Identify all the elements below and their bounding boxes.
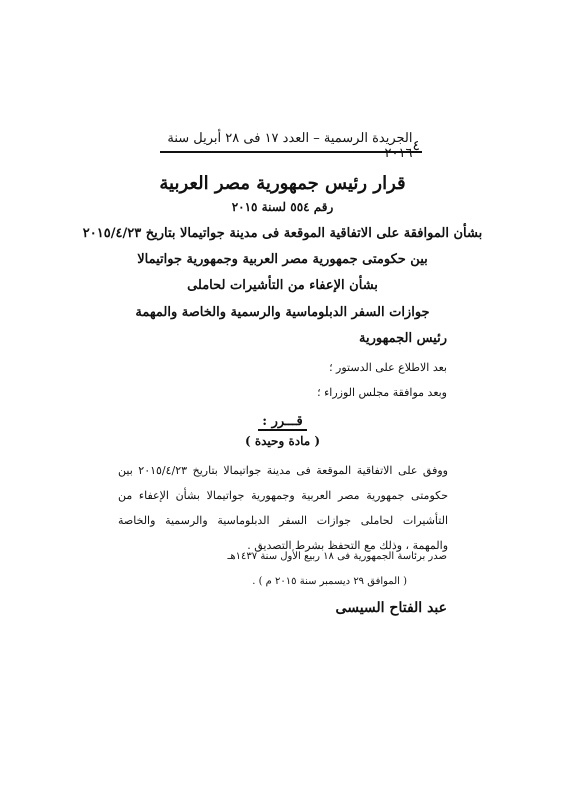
signature: عبد الفتاح السيسى (335, 600, 447, 616)
page-number: ٤ (412, 138, 420, 154)
header-rule (160, 151, 422, 153)
decree-body: ووفق على الاتفاقية الموقعة فى مدينة جواتيمالا بتاريخ ٢٠١٥/٤/٢٣ بين حكومتى جمهورية مصر العربية وجمهورية جواتيمالا بشأن الإعفاء من التأشيرات لحاملى جوازات السفر الدبلوماسية والرسمية والخاصة والمهمة ، وذلك مع التحفظ بشرط التصديق . (118, 464, 448, 552)
decided-label: قـــرر : (258, 414, 306, 431)
issuer-heading: رئيس الجمهورية (359, 331, 447, 346)
article-heading: ( مادة وحيدة ) (244, 434, 321, 448)
subject-line: بين حكومتى جمهورية مصر العربية وجمهورية جواتيمالا (137, 252, 428, 267)
subject-line: بشأن الإعفاء من التأشيرات لحاملى (187, 278, 378, 293)
corresponding-date: ( الموافق ٢٩ ديسمبر سنة ٢٠١٥ م ) . (252, 576, 407, 587)
subject-line: بشأن الموافقة على الاتفاقية الموقعة فى مدينة جواتيمالا بتاريخ ٢٠١٥/٤/٢٣ (82, 226, 483, 241)
running-title: الجريدة الرسمية – العدد ١٧ فى ٢٨ أبريل سنة ٢٠١٦ (167, 131, 413, 161)
preamble-line: وبعد موافقة مجلس الوزراء ؛ (317, 386, 447, 399)
page-header (160, 131, 420, 161)
preamble-line: بعد الاطلاع على الدستور ؛ (329, 361, 447, 374)
issued-date: صدر برئاسة الجمهورية فى ١٨ ربيع الأول سنة ١٤٣٧هـ (227, 551, 447, 562)
subject-line: جوازات السفر الدبلوماسية والرسمية والخاصة والمهمة (135, 305, 430, 320)
decree-number: رقم ٥٥٤ لسنة ٢٠١٥ (231, 200, 334, 214)
decree-title: قرار رئيس جمهورية مصر العربية (159, 173, 406, 194)
decided-heading (0, 414, 565, 429)
